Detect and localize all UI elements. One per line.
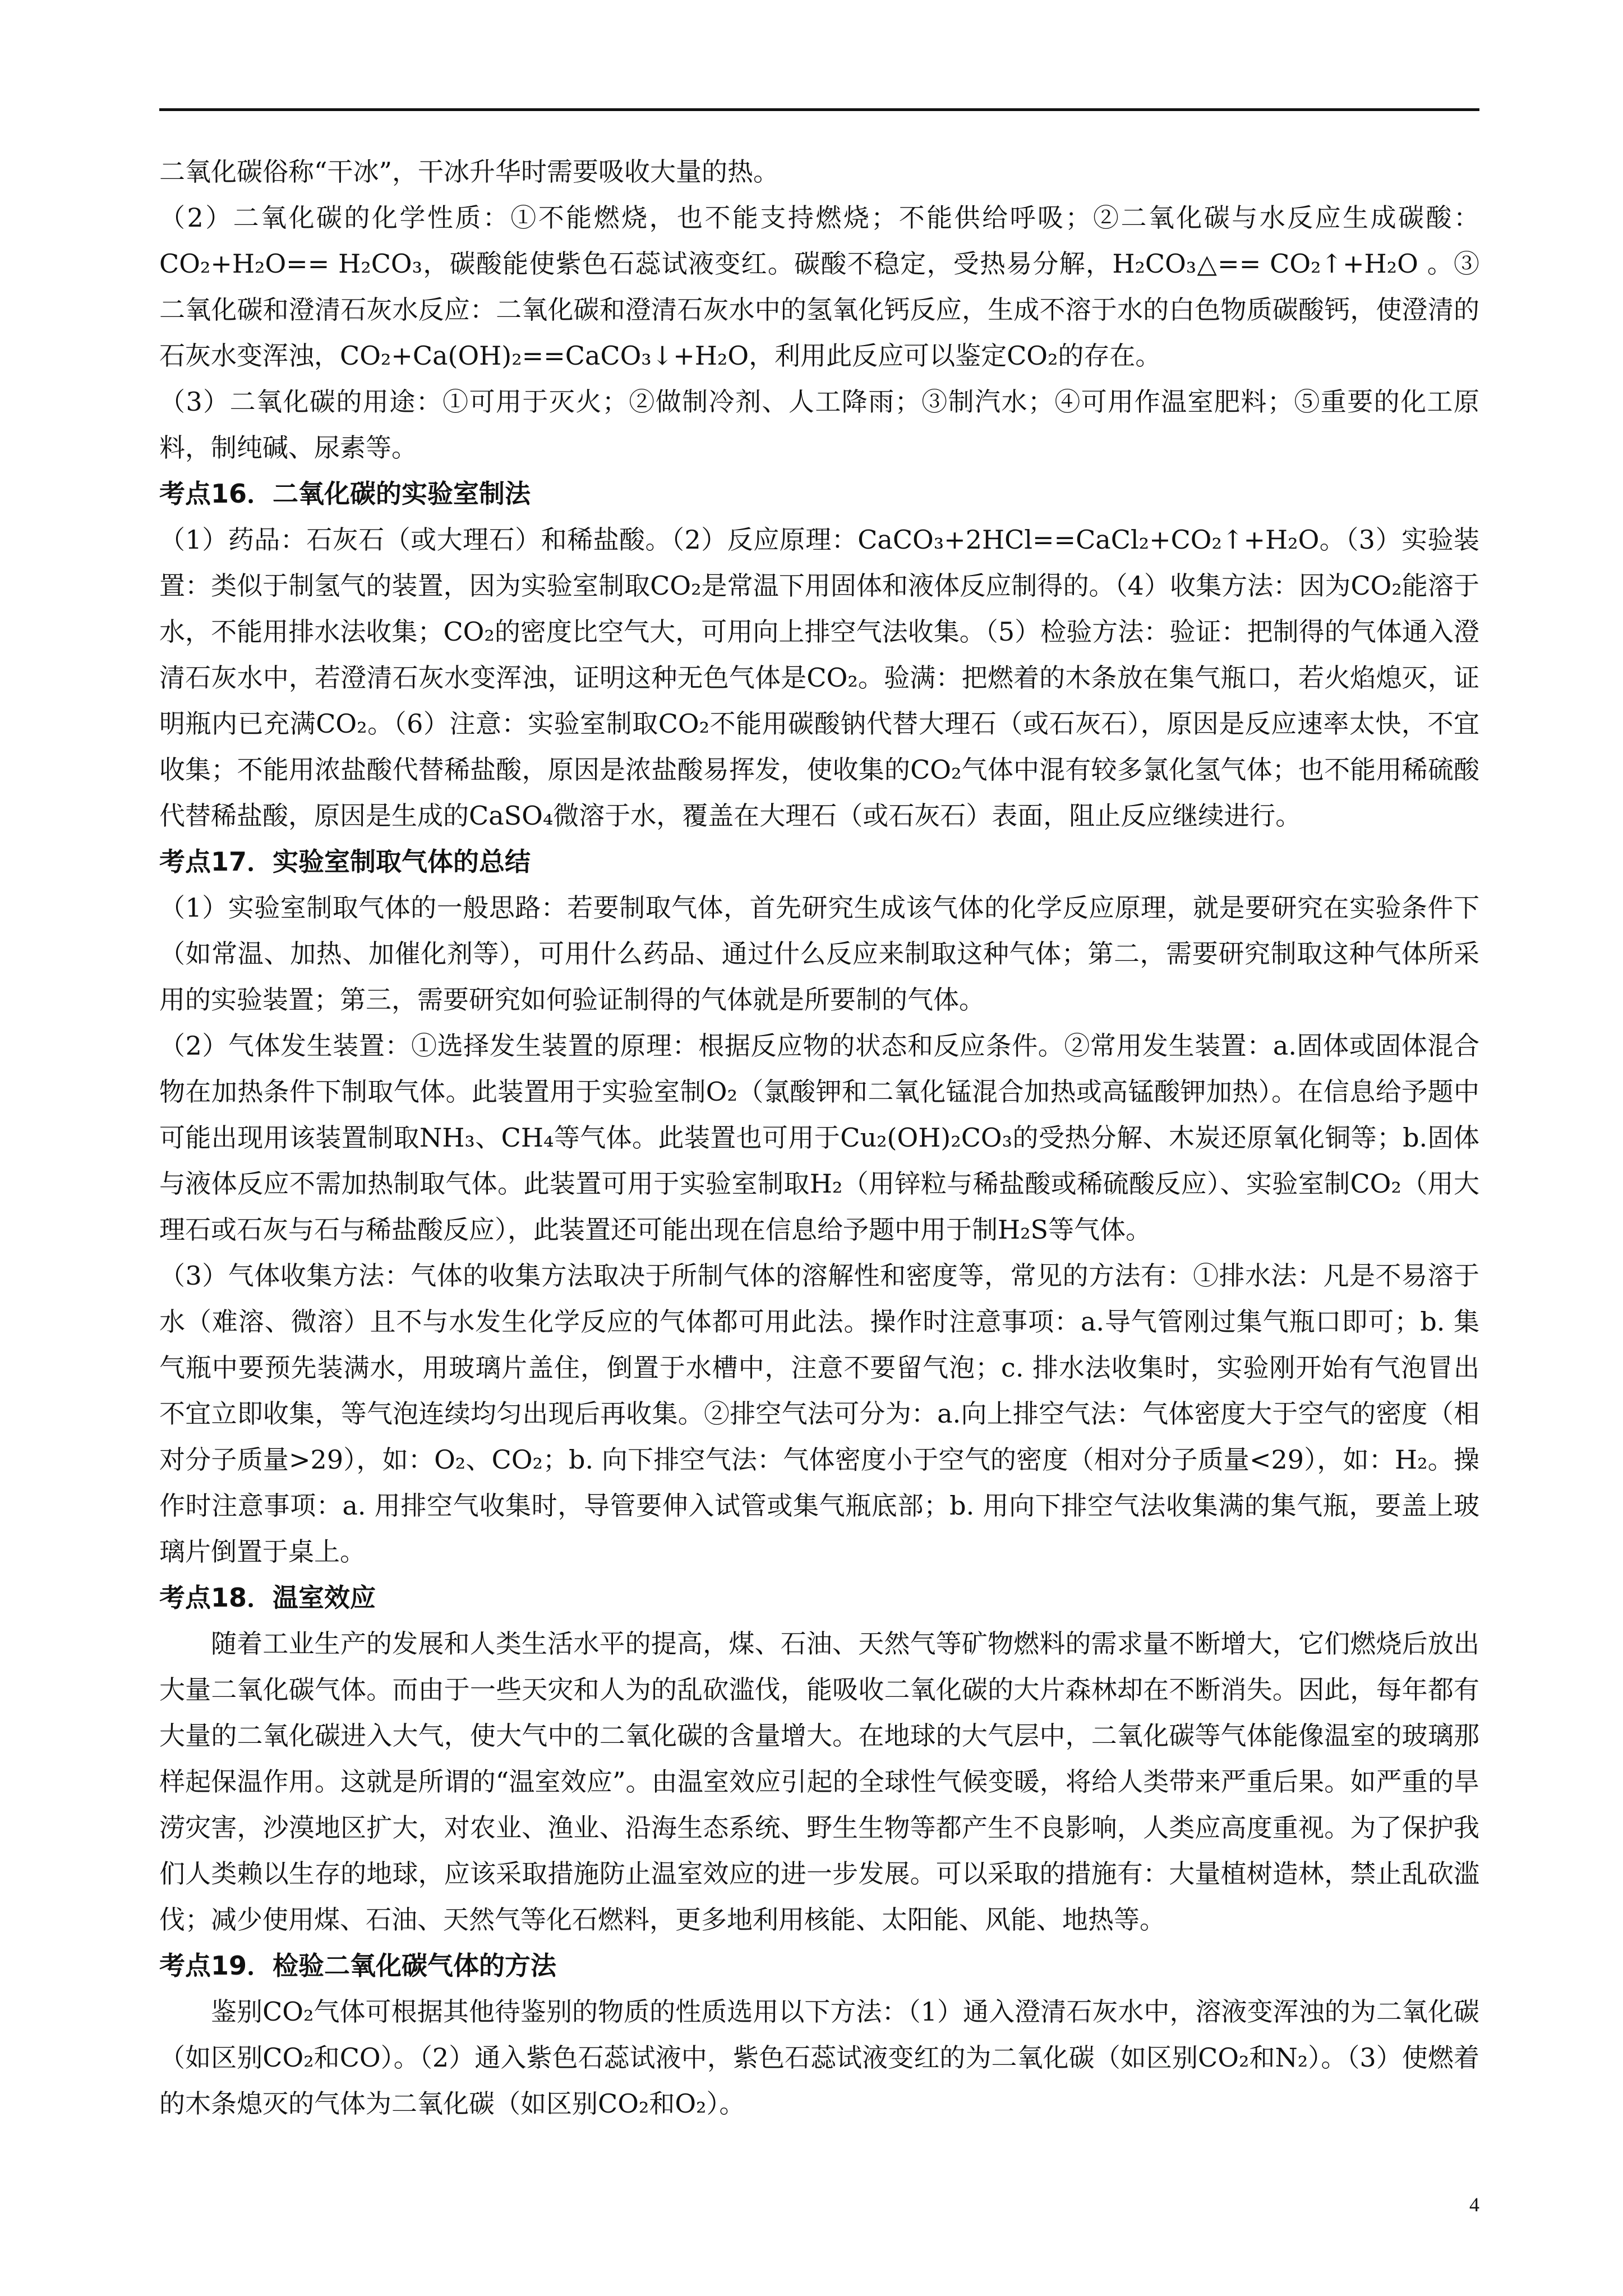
section-heading-16: 考点16．二氧化碳的实验室制法	[159, 478, 531, 509]
section-17-paragraph-2: （2）气体发生装置：①选择发生装置的原理：根据反应物的状态和反应条件。②常用发生装置：a.固体或固体混合物在加热条件下制取气体。此装置用于实验室制O₂（氯酸钾和二氧化锰混合加热或高锰酸钾加热）。在信息给予题中可能出现用该装置制取NH₃、CH₄等气体。此装置也可用于Cu₂(OH)₂CO₃的受热分解、木炭还原氧化铜等；b.固体与液体反应不需加热制取气体。此装置可用于实验室制取H₂（用锌粒与稀盐酸或稀硫酸反应）、实验室制CO₂（用大理石或石灰与石与稀盐酸反应），此装置还可能出现在信息给予题中用于制H₂S等气体。	[159, 1030, 1479, 1245]
header-rule	[159, 108, 1479, 111]
section-16-body: （1）药品：石灰石（或大理石）和稀盐酸。（2）反应原理：CaCO₃+2HCl==CaCl₂+CO₂↑+H₂O。（3）实验装置：类似于制氢气的装置，因为实验室制取CO₂是常温下用固体和液体反应制得的。（4）收集方法：因为CO₂能溶于水，不能用排水法收集；CO₂的密度比空气大，可用向上排空气法收集。（5）检验方法：验证：把制得的气体通入澄清石灰水中，若澄清石灰水变浑浊，证明这种无色气体是CO₂。验满：把燃着的木条放在集气瓶口，若火焰熄灭，证明瓶内已充满CO₂。（6）注意：实验室制取CO₂不能用碳酸钠代替大理石（或石灰石），原因是反应速率太快，不宜收集；不能用浓盐酸代替稀盐酸，原因是浓盐酸易挥发，使收集的CO₂气体中混有较多氯化氢气体；也不能用稀硫酸代替稀盐酸，原因是生成的CaSO₄微溶于水，覆盖在大理石（或石灰石）表面，阻止反应继续进行。	[159, 524, 1479, 831]
intro-paragraph: 二氧化碳俗称“干冰”，干冰升华时需要吸收大量的热。	[159, 157, 780, 187]
section-17-paragraph-1: （1）实验室制取气体的一般思路：若要制取气体，首先研究生成该气体的化学反应原理，就是要研究在实验条件下（如常温、加热、加催化剂等），可用什么药品、通过什么反应来制取这种气体；第二，需要研究制取这种气体所采用的实验装置；第三，需要研究如何验证制得的气体就是所要制的气体。	[159, 892, 1479, 1015]
section-19-body: 鉴别CO₂气体可根据其他待鉴别的物质的性质选用以下方法：（1）通入澄清石灰水中，溶液变浑浊的为二氧化碳（如区别CO₂和CO）。（2）通入紫色石蕊试液中，紫色石蕊试液变红的为二氧化碳（如区别CO₂和N₂）。（3）使燃着的木条熄灭的气体为二氧化碳（如区别CO₂和O₂）。	[159, 1996, 1479, 2119]
co2-chemical-properties: （2）二氧化碳的化学性质：①不能燃烧，也不能支持燃烧；不能供给呼吸；②二氧化碳与水反应生成碳酸：CO₂+H₂O== H₂CO₃，碳酸能使紫色石蕊试液变红。碳酸不稳定，受热易分解，H₂CO₃△== CO₂↑+H₂O 。③二氧化碳和澄清石灰水反应：二氧化碳和澄清石灰水中的氢氧化钙反应，生成不溶于水的白色物质碳酸钙，使澄清的石灰水变浑浊，CO₂+Ca(OH)₂==CaCO₃↓+H₂O，利用此反应可以鉴定CO₂的存在。	[159, 203, 1479, 371]
section-17-paragraph-3: （3）气体收集方法：气体的收集方法取决于所制气体的溶解性和密度等，常见的方法有：①排水法：凡是不易溶于水（难溶、微溶）且不与水发生化学反应的气体都可用此法。操作时注意事项：a.导气管刚过集气瓶口即可；b. 集气瓶中要预先装满水，用玻璃片盖住，倒置于水槽中，注意不要留气泡；c. 排水法收集时，实验刚开始有气泡冒出不宜立即收集，等气泡连续均匀出现后再收集。②排空气法可分为：a.向上排空气法：气体密度大于空气的密度（相对分子质量>29），如：O₂、CO₂；b. 向下排空气法：气体密度小于空气的密度（相对分子质量<29），如：H₂。操作时注意事项：a. 用排空气收集时，导管要伸入试管或集气瓶底部；b. 用向下排空气法收集满的集气瓶，要盖上玻璃片倒置于桌上。	[159, 1260, 1479, 1567]
document-body	[159, 149, 1479, 2127]
co2-uses: （3）二氧化碳的用途：①可用于灭火；②做制冷剂、人工降雨；③制汽水；④可用作温室肥料；⑤重要的化工原料，制纯碱、尿素等。	[159, 386, 1479, 463]
section-heading-19: 考点19．检验二氧化碳气体的方法	[159, 1950, 557, 1981]
section-heading-17: 考点17．实验室制取气体的总结	[159, 846, 531, 877]
section-18-body: 随着工业生产的发展和人类生活水平的提高，煤、石油、天然气等矿物燃料的需求量不断增大，它们燃烧后放出大量二氧化碳气体。而由于一些天灾和人为的乱砍滥伐，能吸收二氧化碳的大片森林却在不断消失。因此，每年都有大量的二氧化碳进入大气，使大气中的二氧化碳的含量增大。在地球的大气层中，二氧化碳等气体能像温室的玻璃那样起保温作用。这就是所谓的“温室效应”。由温室效应引起的全球性气候变暖，将给人类带来严重后果。如严重的旱涝灾害，沙漠地区扩大，对农业、渔业、沿海生态系统、野生生物等都产生不良影响，人类应高度重视。为了保护我们人类赖以生存的地球，应该采取措施防止温室效应的进一步发展。可以采取的措施有：大量植树造林，禁止乱砍滥伐；减少使用煤、石油、天然气等化石燃料，更多地利用核能、太阳能、风能、地热等。	[159, 1628, 1479, 1935]
page-number: 4	[1469, 2193, 1479, 2216]
section-heading-18: 考点18．温室效应	[159, 1582, 376, 1613]
